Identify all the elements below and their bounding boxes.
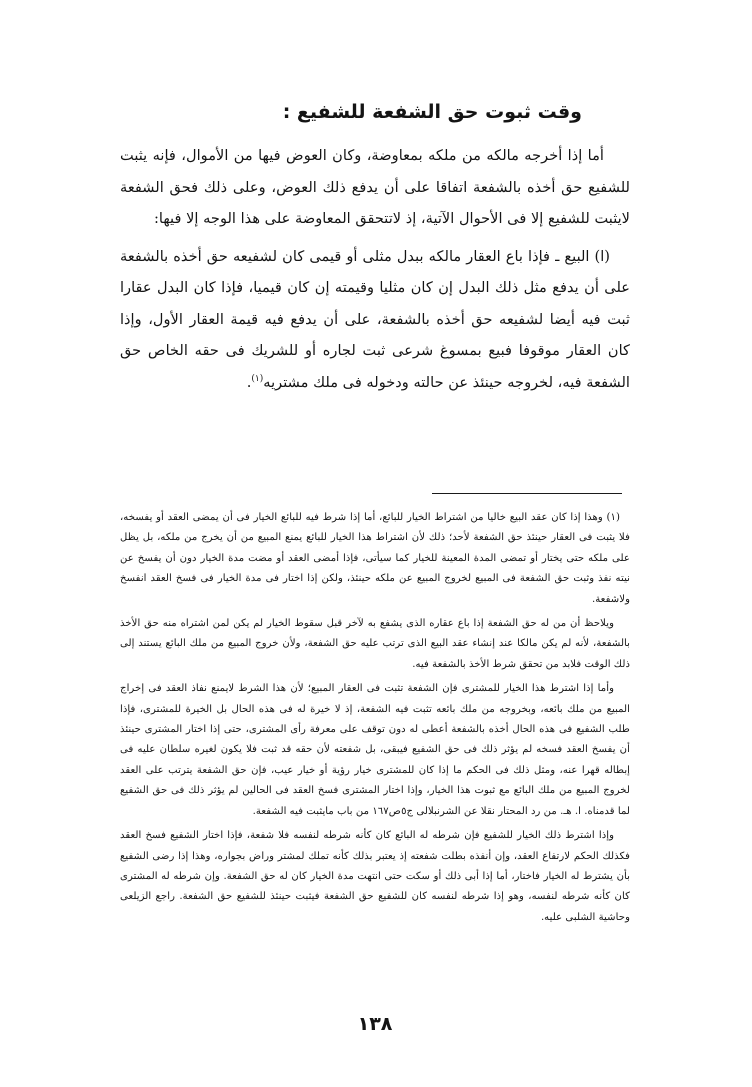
- footnote-divider: [432, 493, 622, 494]
- footnote-paragraph-3: وأما إذا اشترط هذا الخيار للمشترى فإن الشفعة تثبت فى العقار المبيع؛ لأن هذا الشرط لايمنع نفاذ العقد فى إخراج المبيع من ملك بائعه، وبخروجه من ملك بائعه تثبت فيه الشفعة، إذ لا خيرة له فى هذه الحال بل الخيرة للمشترى، فإذا طلب الشفيع فى هذه الحال أخذه بالشفعة أعطى له دون توقف على معرفة رأى المشترى، حتى إذا اختار المشترى حينئذ أن يفسخ العقد فسخه لم يؤثر ذلك فى حق الشفيع فيبقى، بل شفعته لأن حقه قد ثبت فلا يكون لغيره سلطان عليه فى إبطاله قهرا عنه، ومثل ذلك فى الحكم ما إذا كان للمشترى خيار رؤية أو خيار عيب، فإن حق الشفعة يترتب على العقد لخروج المبيع من ملك البائع مع ثبوت هذا الخيار، وإذا اختار المشترى فسخ العقد فى الحالين لم يؤثر ذلك فى حق الشفيع لما قدمناه. ا. هـ. من رد المحتار نقلا عن الشرنبلالى ج٥ص١٦٧ من باب مايثبت فيه الشفعة.: [120, 683, 630, 817]
- footnote-reference: (١): [251, 373, 264, 384]
- section-heading: وقت ثبوت حق الشفعة للشفيع :: [282, 101, 582, 123]
- paragraph-intro: أما إذا أخرجه مالكه من ملكه بمعاوضة، وكان العوض فيها من الأموال، فإنه يثبت للشفيع حق أخذه بالشفعة اتفاقا على أن يدفع ذلك العوض، وعلى ذلك فحق الشفعة لايثبت للشفيع إلا فى الأحوال الآتية، إذ لاتتحقق المعاوضة على هذا الوجه إلا فيها:: [120, 147, 630, 227]
- page-number: ١٣٨: [357, 1013, 393, 1035]
- footnotes: [120, 508, 630, 932]
- main-text: [120, 140, 630, 404]
- footnote-paragraph-4: وإذا اشترط ذلك الخيار للشفيع فإن شرطه له البائع كان كأنه شرطه لنفسه فلا شفعة، فإذا اختار الشفيع فسخ العقد فكذلك الحكم لارتفاع العقد، وإن أنفذه بطلت شفعته إذ يعتبر بذلك كأنه تملك لمشتر وراض بجواره، وهذا إذا رضى الشفيع بأن يشترط له الخيار فاختار، أما إذا أبى ذلك أو سكت حتى انتهت مدة الخيار كان له حق الشفعة. وإن شرطه له المشترى كان كأنه شرطه لنفسه، وهو إذا شرطه لنفسه كان للشفيع حق الشفعة فيثبت حينئذ للشفيع حق الشفعة. راجع الزيلعى وحاشية الشلبى عليه.: [120, 830, 630, 923]
- paragraph-sale-text: (ا) البيع ـ فإذا باع العقار مالكه ببدل مثلى أو قيمى كان لشفيعه حق أخذه بالشفعة على أن يدفع مثل ذلك البدل إن كان مثليا وقيمته إن كان قيميا، فإذا كان البدل عقارا ثبت فيه أيضا لشفيعه حق أخذه بالشفعة، على أن يدفع فيه قيمة العقار الأول، وإذا كان العقار موقوفا فبيع بمسوغ شرعى ثبت لجاره أو للشريك فى حقه الخاص حق الشفعة فيه، لخروجه حينئذ عن حالته ودخوله فى ملك مشتريه: [120, 247, 630, 391]
- footnote-paragraph-2: ويلاحظ أن من له حق الشفعة إذا باع عقاره الذى يشفع به لآخر قبل سقوط الخيار لم يكن لمن اشتراه منه حق الأخذ بالشفعة، لأنه لم يكن مالكا عند إنشاء عقد البيع الذى ترتب عليه حق الشفعة، ولأن خروج المبيع من ملك البائع يستند إلى ذلك الوقت فلابد من تحقق شرط الأخذ بالشفعة فيه.: [120, 618, 630, 670]
- paragraph-sale: (ا) البيع ـ فإذا باع العقار مالكه ببدل مثلى أو قيمى كان لشفيعه حق أخذه بالشفعة على أن يدفع مثل ذلك البدل إن كان مثليا وقيمته إن كان قيميا، فإذا كان البدل عقارا ثبت فيه أيضا لشفيعه حق أخذه بالشفعة، على أن يدفع فيه قيمة العقار الأول، وإذا كان العقار موقوفا فبيع بمسوغ شرعى ثبت لجاره أو للشريك فى حقه الخاص حق الشفعة فيه، لخروجه حينئذ عن حالته ودخوله فى ملك مشتريه$^{(١)}$.: [120, 247, 630, 391]
- footnote-1: (١) وهذا إذا كان عقد البيع خاليا من اشتراط الخيار للبائع، أما إذا شرط فيه للبائع الخيار فى أن يمضى العقد أو يفسخه، فلا يثبت فى العقار حينئذ حق الشفعة لأحد؛ ذلك لأن اشتراط هذا الخيار للبائع يمنع المبيع من أن يخرج من ملكه، بل يظل على ملكه حتى يختار أو تمضى المدة المعينة للخيار كما سيأتى، فإذا أمضى العقد أو مضت مدة الخيار دون أن يفسخ عن نيته نفذ وثبت حق الشفعة فى المبيع لخروج المبيع عن ملكه حينئذ، ولكن إذا اختار فى مدة الخيار فى فسخ العقد انفسخ ولاشفعة.: [120, 512, 630, 605]
